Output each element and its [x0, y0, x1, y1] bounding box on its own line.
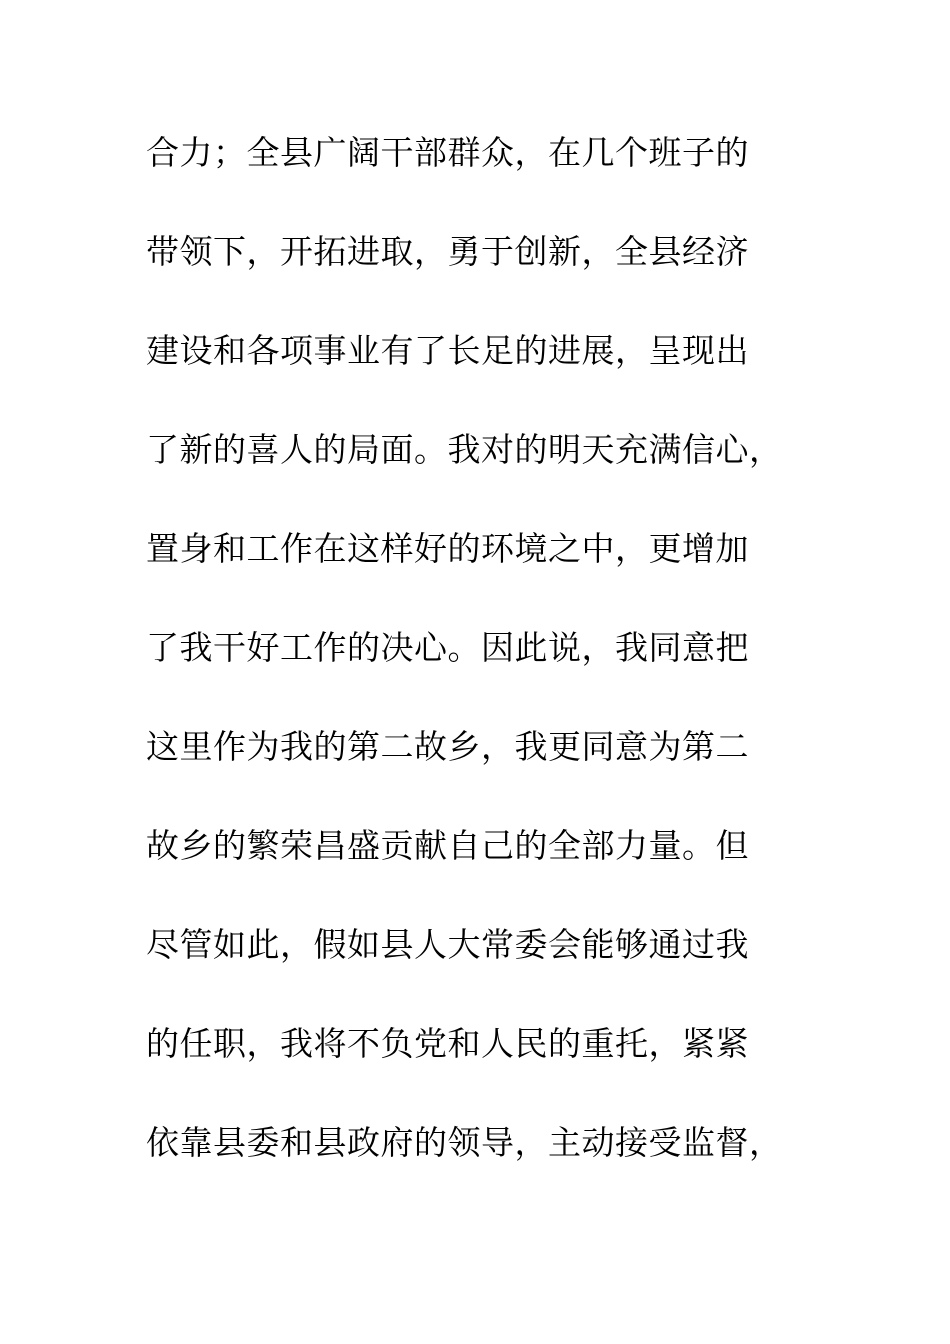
body-text: [146, 124, 846, 1213]
text-line-5: 置身和工作在这样好的环境之中，更增加: [146, 529, 749, 568]
text-line-7: 这里作为我的第二故乡，我更同意为第二: [146, 727, 749, 766]
text-line-9: 尽管如此，假如县人大常委会能够通过我: [146, 925, 749, 964]
text-line-1: 合力；全县广阔干部群众，在几个班子的: [146, 133, 749, 172]
text-line-8: 故乡的繁荣昌盛贡献自己的全部力量。但: [146, 826, 749, 865]
text-line-3: 建设和各项事业有了长足的进展，呈现出: [146, 331, 749, 370]
text-line-4: 了新的喜人的局面。我对的明天充满信心，: [146, 430, 783, 469]
text-line-6: 了我干好工作的决心。因此说，我同意把: [146, 628, 749, 667]
text-line-11: 依靠县委和县政府的领导，主动接受监督，: [146, 1123, 783, 1162]
text-line-10: 的任职，我将不负党和人民的重托，紧紧: [146, 1024, 749, 1063]
text-line-2: 带领下，开拓进取，勇于创新，全县经济: [146, 232, 749, 271]
